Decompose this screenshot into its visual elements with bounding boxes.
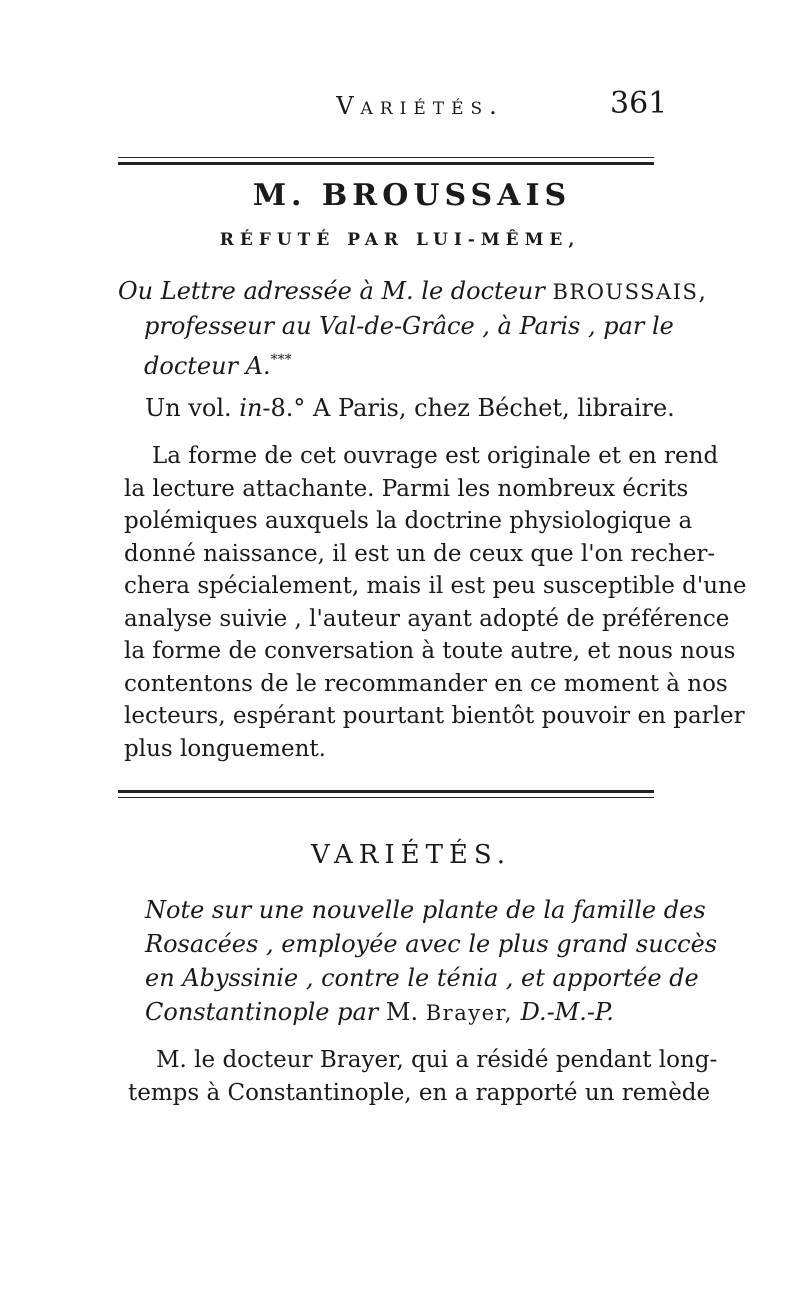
article-subtitle: RÉFUTÉ PAR LUI-MÊME, bbox=[219, 230, 581, 250]
article-title: M. BROUSSAIS bbox=[252, 178, 572, 213]
body-line: polémiques auxquels la doctrine physiologique a bbox=[124, 508, 693, 534]
caption-line: en Abyssinie , contre le ténia , et apportée de bbox=[145, 964, 699, 992]
caption-line: Note sur une nouvelle plante de la famille des bbox=[145, 896, 706, 924]
section-heading: VARIÉTÉS. bbox=[310, 840, 512, 870]
body-line: contentons de le recommander en ce moment à nos bbox=[124, 670, 728, 697]
article-caption bbox=[118, 274, 707, 383]
section-rule-bottom bbox=[118, 797, 654, 798]
body-line: donné naissance, il est un de ceux que l'on recher- bbox=[124, 540, 716, 567]
article-body bbox=[124, 440, 747, 765]
body-line: chera spécialement, mais il est peu susceptible d'une bbox=[124, 573, 747, 599]
body-line: analyse suivie , l'auteur ayant adopté de préférence bbox=[124, 605, 730, 632]
body-line: la forme de conversation à toute autre, et nous nous bbox=[124, 638, 736, 664]
section-rule-top bbox=[118, 790, 654, 793]
section-body bbox=[128, 1044, 718, 1109]
body-line: la lecture attachante. Parmi les nombreux écrits bbox=[124, 475, 689, 502]
caption-line: Ou Lettre adressée à M. le docteur BROUSSAIS, bbox=[118, 277, 707, 305]
body-line: La forme de cet ouvrage est originale et en rend bbox=[152, 443, 719, 469]
page-number: 361 bbox=[610, 86, 668, 121]
section-caption bbox=[145, 893, 718, 1030]
header-rule-top bbox=[118, 157, 654, 158]
body-line: plus longuement. bbox=[124, 735, 326, 762]
body-line: temps à Constantinople, en a rapporté un remède bbox=[128, 1079, 711, 1106]
caption-line: Rosacées , employée avec le plus grand succès bbox=[145, 930, 718, 958]
body-line: M. le docteur Brayer, qui a résidé pendant long- bbox=[156, 1047, 718, 1073]
caption-line: professeur au Val-de-Grâce , à Paris , par le bbox=[144, 312, 674, 340]
caption-line: Constantinople par M. Brayer, D.-M.-P. bbox=[145, 998, 614, 1026]
imprint-line: Un vol. in-8.° A Paris, chez Béchet, libraire. bbox=[145, 394, 675, 422]
header-rule-bottom bbox=[118, 162, 654, 165]
body-line: lecteurs, espérant pourtant bientôt pouvoir en parler bbox=[124, 703, 745, 729]
running-title: Variétés. bbox=[336, 92, 504, 120]
caption-line: docteur A.*** bbox=[144, 352, 292, 380]
